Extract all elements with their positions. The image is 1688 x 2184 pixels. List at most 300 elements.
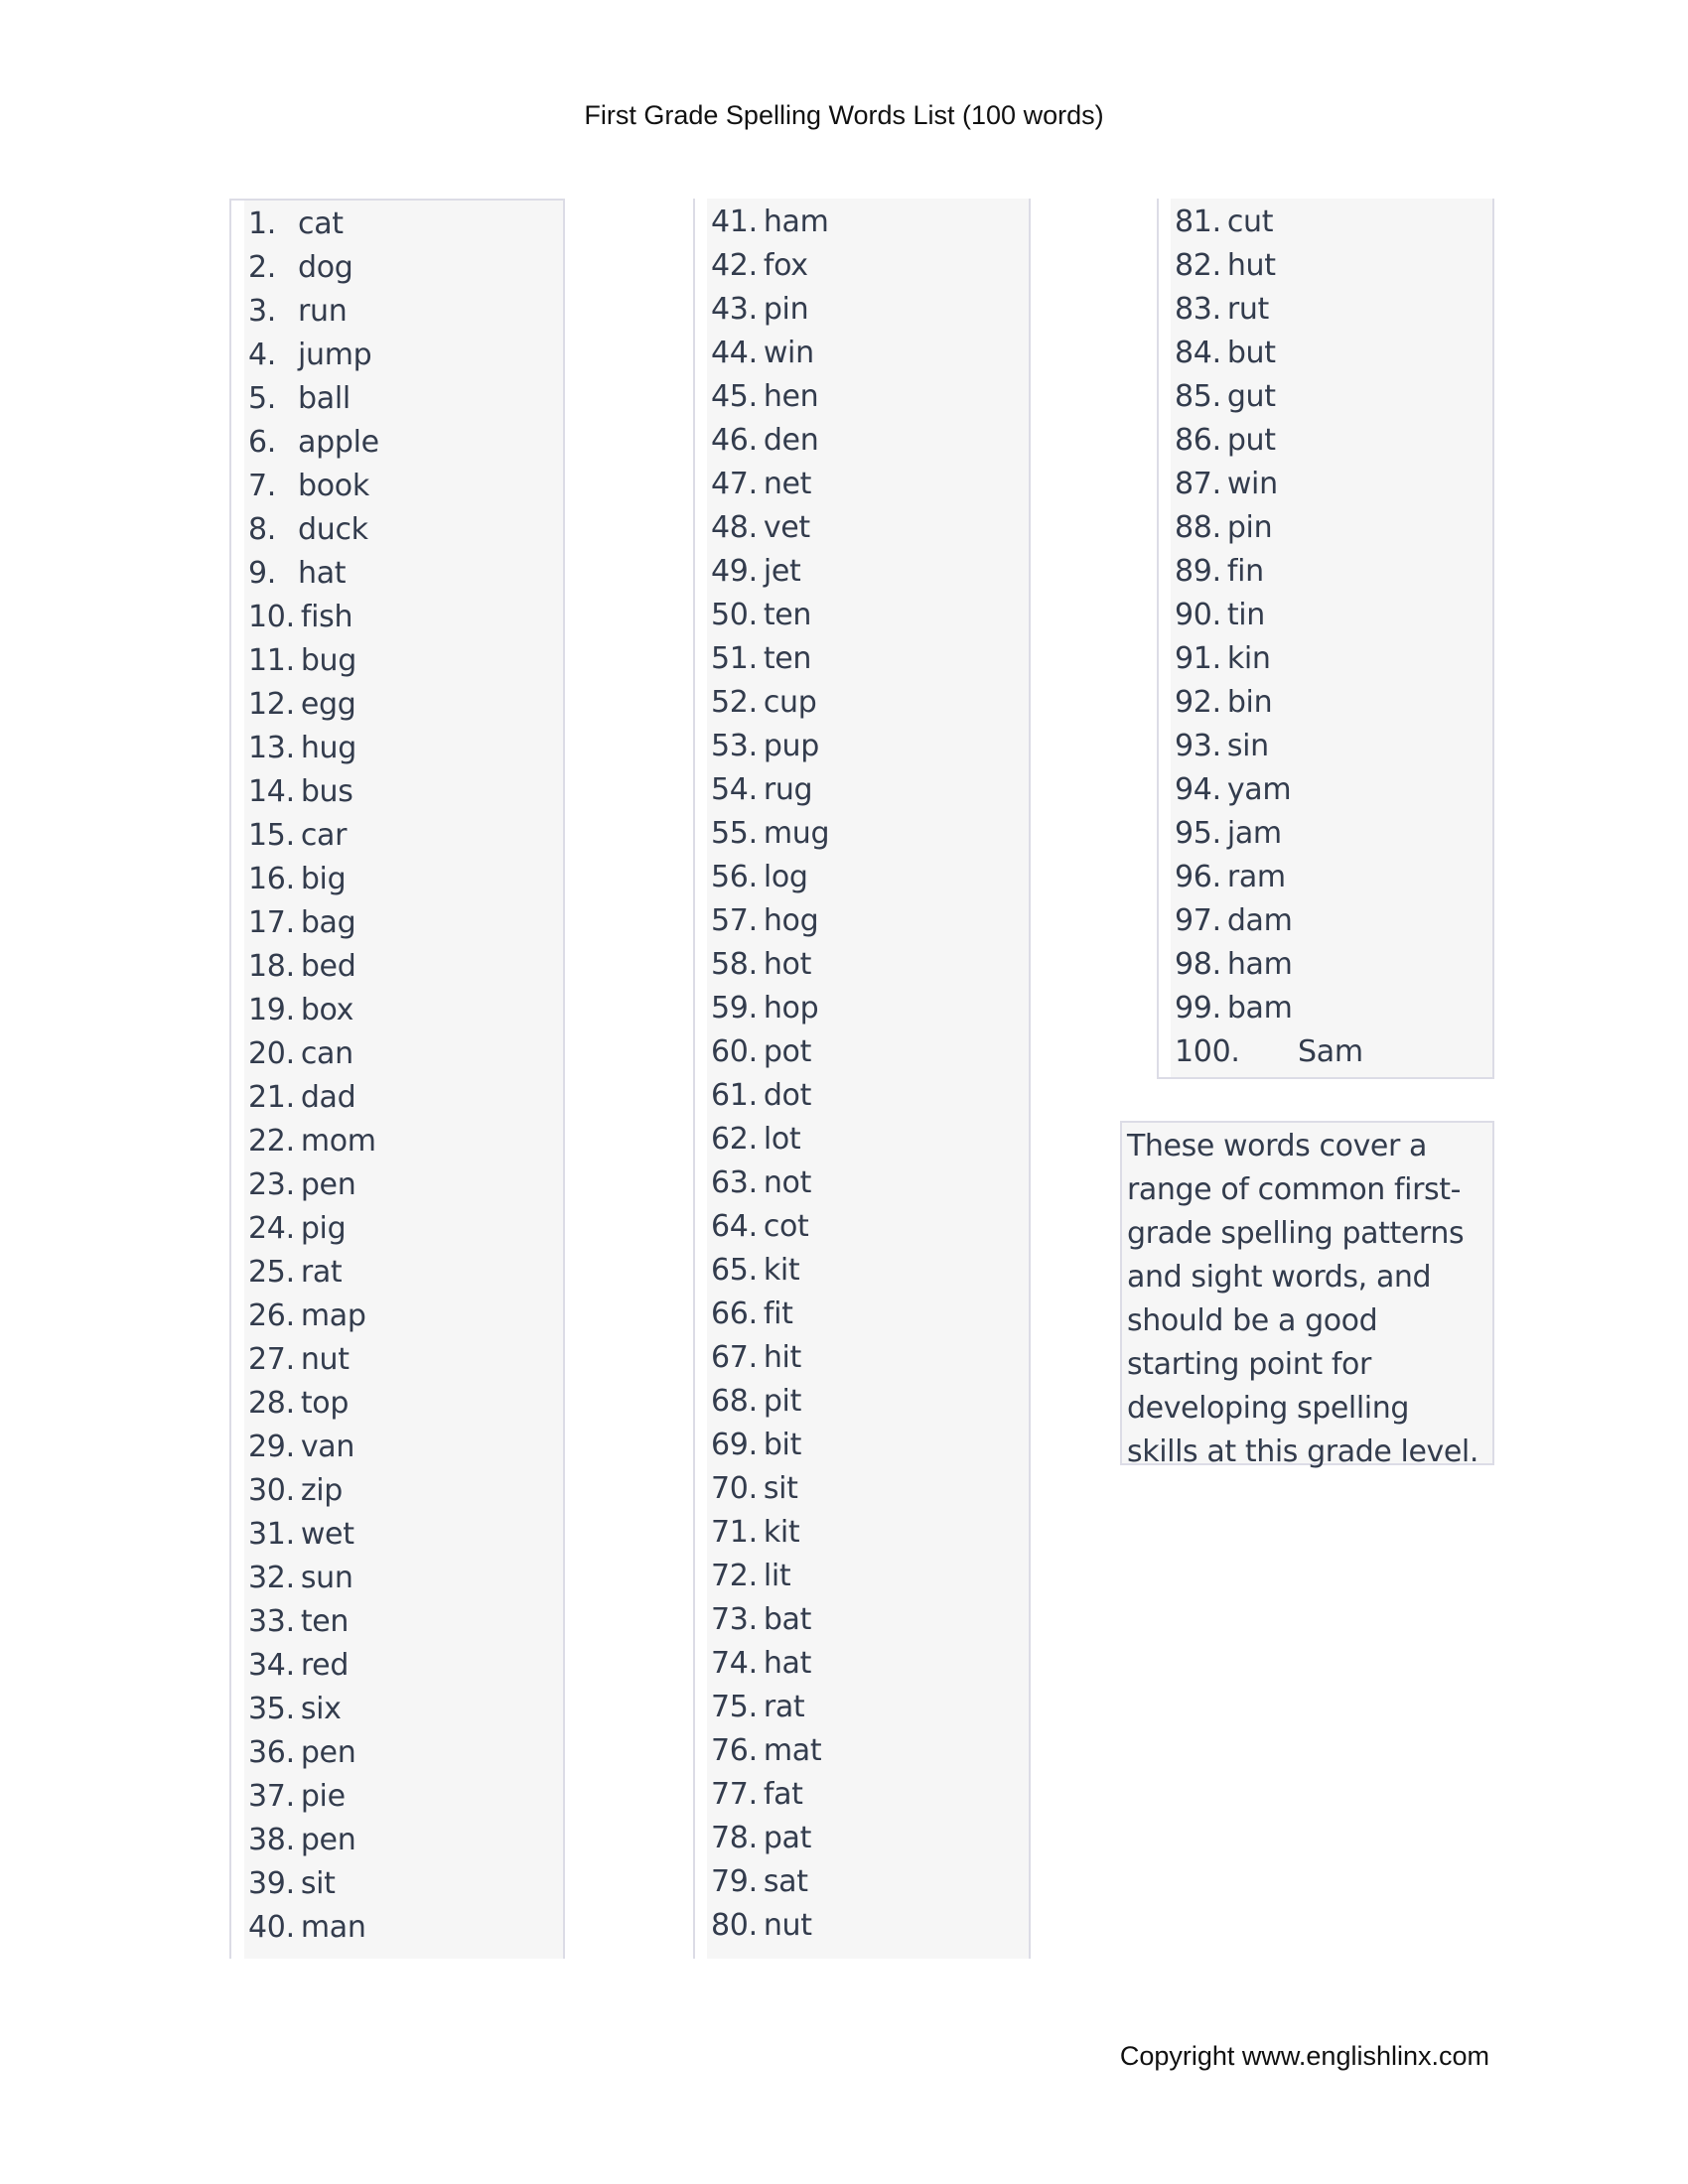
list-item [711, 1424, 1029, 1467]
list-item [711, 1074, 1029, 1118]
list-item [1175, 463, 1492, 506]
item-number: 22. [248, 1124, 295, 1159]
list-item [711, 812, 1029, 856]
list-item [248, 901, 563, 945]
list-item [711, 987, 1029, 1030]
word-list [1159, 199, 1492, 1074]
list-item [1175, 419, 1492, 463]
item-word: cup [763, 685, 817, 720]
word-column-3 [1157, 199, 1494, 1079]
item-word: yam [1226, 772, 1292, 807]
item-number: 50. [711, 598, 758, 632]
item-word: pen [300, 1823, 356, 1857]
item-word: car [300, 818, 348, 853]
item-word: dot [763, 1078, 812, 1113]
item-number: 39. [248, 1866, 295, 1901]
item-word: box [300, 993, 354, 1027]
item-word: lot [763, 1122, 801, 1157]
list-item [248, 203, 563, 246]
item-number: 65. [711, 1253, 758, 1288]
item-word: hot [763, 947, 812, 982]
list-item [248, 508, 563, 552]
item-word: ten [300, 1604, 350, 1639]
item-number: 40. [248, 1910, 295, 1945]
item-number: 58. [711, 947, 758, 982]
item-word: rug [763, 772, 813, 807]
list-item [711, 1642, 1029, 1686]
list-item [248, 290, 563, 334]
item-number: 28. [248, 1386, 295, 1421]
item-word: fit [763, 1297, 793, 1331]
list-item [1175, 375, 1492, 419]
item-number: 56. [711, 860, 758, 894]
item-number: 15. [248, 818, 295, 853]
item-word: map [300, 1298, 366, 1333]
list-item [248, 770, 563, 814]
item-word: sat [763, 1864, 808, 1899]
item-number: 81. [1175, 205, 1221, 239]
item-word: fish [300, 600, 353, 634]
item-number: 91. [1175, 641, 1221, 676]
list-item [711, 1467, 1029, 1511]
item-word: fin [1226, 554, 1264, 589]
list-item [711, 1773, 1029, 1817]
item-number: 9. [248, 556, 277, 591]
item-word: win [763, 336, 814, 370]
item-word: ham [763, 205, 829, 239]
item-word: bug [300, 643, 357, 678]
list-item [711, 1205, 1029, 1249]
item-number: 100. [1175, 1034, 1240, 1069]
item-number: 29. [248, 1430, 295, 1464]
list-item [711, 899, 1029, 943]
item-number: 34. [248, 1648, 295, 1683]
word-list [231, 201, 563, 1950]
item-word: pin [763, 292, 809, 327]
item-word: apple [298, 425, 379, 460]
item-number: 49. [711, 554, 758, 589]
item-word: pat [763, 1821, 812, 1855]
list-item [1175, 725, 1492, 768]
item-number: 11. [248, 643, 295, 678]
item-word: egg [300, 687, 356, 722]
list-item [248, 1120, 563, 1163]
item-word: ram [1226, 860, 1286, 894]
list-item [1175, 856, 1492, 899]
item-number: 25. [248, 1255, 295, 1290]
list-item [711, 1249, 1029, 1293]
list-item [711, 637, 1029, 681]
item-word: bat [763, 1602, 812, 1637]
list-item [711, 375, 1029, 419]
item-word: ten [763, 641, 812, 676]
list-item [248, 1906, 563, 1950]
list-item [1175, 550, 1492, 594]
item-number: 86. [1175, 423, 1221, 458]
list-item [248, 1032, 563, 1076]
item-word: man [300, 1910, 366, 1945]
item-word: run [298, 294, 348, 329]
list-item [248, 1469, 563, 1513]
item-word: kit [763, 1515, 800, 1550]
item-word: mat [763, 1733, 822, 1768]
item-number: 99. [1175, 991, 1221, 1025]
list-item [248, 1338, 563, 1382]
item-number: 45. [711, 379, 758, 414]
item-word: lit [763, 1559, 791, 1593]
item-number: 73. [711, 1602, 758, 1637]
list-item [248, 858, 563, 901]
list-item [1175, 244, 1492, 288]
item-number: 8. [248, 512, 277, 547]
word-column-2 [693, 199, 1031, 1959]
item-number: 61. [711, 1078, 758, 1113]
item-number: 35. [248, 1692, 295, 1726]
item-word: fox [763, 248, 808, 283]
item-word: net [763, 467, 812, 501]
item-word: mom [300, 1124, 376, 1159]
item-word: pot [763, 1034, 812, 1069]
item-word: ten [763, 598, 812, 632]
list-item [248, 334, 563, 377]
item-word: bag [300, 905, 356, 940]
list-item [711, 1729, 1029, 1773]
item-number: 69. [711, 1428, 758, 1462]
item-number: 43. [711, 292, 758, 327]
item-number: 75. [711, 1690, 758, 1724]
item-number: 33. [248, 1604, 295, 1639]
item-word: bit [763, 1428, 802, 1462]
list-item [248, 1819, 563, 1862]
item-number: 90. [1175, 598, 1221, 632]
item-word: bus [300, 774, 353, 809]
item-number: 16. [248, 862, 295, 896]
list-item [711, 768, 1029, 812]
item-number: 71. [711, 1515, 758, 1550]
list-item [1175, 288, 1492, 332]
item-word: dad [300, 1080, 356, 1115]
list-item [248, 1557, 563, 1600]
list-item [248, 945, 563, 989]
item-number: 76. [711, 1733, 758, 1768]
list-item [248, 683, 563, 727]
item-word: gut [1226, 379, 1276, 414]
list-item [711, 1380, 1029, 1424]
item-word: not [763, 1165, 812, 1200]
list-item [711, 201, 1029, 244]
item-number: 26. [248, 1298, 295, 1333]
list-item [1175, 506, 1492, 550]
item-word: Sam [1298, 1034, 1363, 1069]
item-word: rat [300, 1255, 343, 1290]
item-number: 7. [248, 469, 277, 503]
item-word: red [300, 1648, 350, 1683]
list-item [711, 463, 1029, 506]
list-item [248, 552, 563, 596]
word-list [695, 199, 1029, 1948]
list-item [1175, 987, 1492, 1030]
item-number: 94. [1175, 772, 1221, 807]
list-item [711, 244, 1029, 288]
item-number: 98. [1175, 947, 1221, 982]
item-word: hop [763, 991, 819, 1025]
item-word: nut [763, 1908, 812, 1943]
item-word: pup [763, 729, 820, 763]
item-number: 46. [711, 423, 758, 458]
list-item [711, 725, 1029, 768]
list-item [711, 1686, 1029, 1729]
list-item [711, 550, 1029, 594]
item-number: 20. [248, 1036, 295, 1071]
item-number: 12. [248, 687, 295, 722]
list-item [248, 1382, 563, 1426]
item-number: 37. [248, 1779, 295, 1814]
list-item [711, 1511, 1029, 1555]
item-word: pen [300, 1167, 356, 1202]
item-number: 54. [711, 772, 758, 807]
item-word: tin [1226, 598, 1266, 632]
list-item [248, 639, 563, 683]
list-item [1175, 637, 1492, 681]
item-word: six [300, 1692, 342, 1726]
list-item [248, 989, 563, 1032]
item-word: hut [1226, 248, 1276, 283]
item-number: 78. [711, 1821, 758, 1855]
list-item [1175, 943, 1492, 987]
list-item [711, 1555, 1029, 1598]
item-number: 38. [248, 1823, 295, 1857]
item-word: jump [298, 338, 372, 372]
item-number: 70. [711, 1471, 758, 1506]
item-word: van [300, 1430, 355, 1464]
item-word: win [1226, 467, 1278, 501]
item-number: 32. [248, 1561, 295, 1595]
item-word: sit [763, 1471, 798, 1506]
list-item [711, 1118, 1029, 1161]
list-item [711, 1336, 1029, 1380]
item-number: 13. [248, 731, 295, 765]
item-word: jet [763, 554, 801, 589]
item-word: mug [763, 816, 830, 851]
item-word: fat [763, 1777, 803, 1812]
item-word: hug [300, 731, 356, 765]
item-word: nut [300, 1342, 350, 1377]
item-number: 68. [711, 1384, 758, 1419]
list-item [711, 856, 1029, 899]
item-number: 66. [711, 1297, 758, 1331]
item-word: bed [300, 949, 356, 984]
list-item [248, 1251, 563, 1295]
item-number: 24. [248, 1211, 295, 1246]
item-number: 85. [1175, 379, 1221, 414]
item-word: sin [1226, 729, 1269, 763]
list-item [711, 419, 1029, 463]
list-item [711, 1860, 1029, 1904]
list-item [248, 596, 563, 639]
item-word: pie [300, 1779, 346, 1814]
item-number: 3. [248, 294, 277, 329]
list-item [248, 1775, 563, 1819]
item-number: 27. [248, 1342, 295, 1377]
item-word: pen [300, 1735, 356, 1770]
item-number: 60. [711, 1034, 758, 1069]
item-word: top [300, 1386, 350, 1421]
list-item [1175, 332, 1492, 375]
item-word: kit [763, 1253, 800, 1288]
item-number: 95. [1175, 816, 1221, 851]
list-item [248, 421, 563, 465]
item-word: cut [1226, 205, 1274, 239]
list-item [711, 681, 1029, 725]
item-number: 30. [248, 1473, 295, 1508]
list-item [248, 1688, 563, 1731]
item-number: 77. [711, 1777, 758, 1812]
item-word: put [1226, 423, 1276, 458]
item-word: rut [1226, 292, 1270, 327]
list-item [711, 1030, 1029, 1074]
list-item [248, 1513, 563, 1557]
item-number: 19. [248, 993, 295, 1027]
item-number: 79. [711, 1864, 758, 1899]
page-title: First Grade Spelling Words List (100 words) [584, 100, 1104, 130]
item-number: 62. [711, 1122, 758, 1157]
item-number: 59. [711, 991, 758, 1025]
item-number: 63. [711, 1165, 758, 1200]
list-item [711, 1817, 1029, 1860]
item-word: vet [763, 510, 810, 545]
item-number: 97. [1175, 903, 1221, 938]
item-number: 2. [248, 250, 277, 285]
item-number: 52. [711, 685, 758, 720]
item-word: but [1226, 336, 1276, 370]
item-number: 88. [1175, 510, 1221, 545]
item-number: 1. [248, 206, 277, 241]
item-word: cat [298, 206, 344, 241]
item-number: 74. [711, 1646, 758, 1681]
item-word: rat [763, 1690, 805, 1724]
list-item [248, 1862, 563, 1906]
item-word: bin [1226, 685, 1273, 720]
item-number: 5. [248, 381, 277, 416]
list-item [1175, 681, 1492, 725]
item-number: 41. [711, 205, 758, 239]
item-number: 89. [1175, 554, 1221, 589]
list-item [1175, 594, 1492, 637]
item-number: 93. [1175, 729, 1221, 763]
item-word: sun [300, 1561, 353, 1595]
item-number: 31. [248, 1517, 295, 1552]
list-item [248, 727, 563, 770]
item-word: pig [300, 1211, 347, 1246]
item-number: 96. [1175, 860, 1221, 894]
list-item [248, 246, 563, 290]
list-item [248, 377, 563, 421]
item-word: pin [1226, 510, 1273, 545]
list-item [711, 1904, 1029, 1948]
item-number: 57. [711, 903, 758, 938]
item-number: 55. [711, 816, 758, 851]
item-number: 21. [248, 1080, 295, 1115]
item-word: dog [298, 250, 353, 285]
item-number: 84. [1175, 336, 1221, 370]
item-word: hat [763, 1646, 812, 1681]
note-box: These words cover a range of common first-grade spelling patterns and sight words, and should be a good starting point for developing spelling skills at this grade level. [1120, 1121, 1494, 1465]
item-number: 47. [711, 467, 758, 501]
item-word: hat [298, 556, 347, 591]
item-word: hog [763, 903, 819, 938]
item-number: 48. [711, 510, 758, 545]
item-word: duck [298, 512, 368, 547]
item-word: wet [300, 1517, 354, 1552]
item-number: 44. [711, 336, 758, 370]
item-number: 92. [1175, 685, 1221, 720]
item-number: 10. [248, 600, 295, 634]
list-item [248, 814, 563, 858]
item-number: 4. [248, 338, 277, 372]
item-number: 72. [711, 1559, 758, 1593]
list-item [1175, 201, 1492, 244]
item-word: ham [1226, 947, 1293, 982]
list-item [1175, 768, 1492, 812]
word-column-1 [229, 199, 565, 1959]
item-word: log [763, 860, 808, 894]
item-number: 82. [1175, 248, 1221, 283]
item-word: den [763, 423, 819, 458]
list-item [711, 594, 1029, 637]
item-number: 67. [711, 1340, 758, 1375]
item-word: sit [300, 1866, 336, 1901]
item-number: 6. [248, 425, 277, 460]
item-word: zip [300, 1473, 344, 1508]
list-item [711, 1598, 1029, 1642]
list-item [248, 1076, 563, 1120]
item-word: dam [1226, 903, 1293, 938]
list-item [1175, 899, 1492, 943]
item-word: hen [763, 379, 819, 414]
item-word: hit [763, 1340, 802, 1375]
list-item [248, 1163, 563, 1207]
item-word: bam [1226, 991, 1293, 1025]
list-item [248, 1295, 563, 1338]
item-number: 87. [1175, 467, 1221, 501]
list-item [248, 1644, 563, 1688]
item-word: jam [1226, 816, 1282, 851]
item-number: 64. [711, 1209, 758, 1244]
list-item [1175, 812, 1492, 856]
item-word: can [300, 1036, 353, 1071]
item-word: pit [763, 1384, 802, 1419]
item-word: book [298, 469, 369, 503]
item-number: 53. [711, 729, 758, 763]
item-word: big [300, 862, 347, 896]
item-word: cot [763, 1209, 809, 1244]
item-number: 36. [248, 1735, 295, 1770]
list-item [248, 1207, 563, 1251]
item-word: ball [298, 381, 351, 416]
item-number: 17. [248, 905, 295, 940]
list-item [1175, 1030, 1492, 1074]
item-number: 42. [711, 248, 758, 283]
list-item [248, 1731, 563, 1775]
item-number: 80. [711, 1908, 758, 1943]
item-number: 14. [248, 774, 295, 809]
item-word: kin [1226, 641, 1271, 676]
list-item [248, 1426, 563, 1469]
list-item [711, 1161, 1029, 1205]
item-number: 23. [248, 1167, 295, 1202]
item-number: 51. [711, 641, 758, 676]
item-number: 18. [248, 949, 295, 984]
